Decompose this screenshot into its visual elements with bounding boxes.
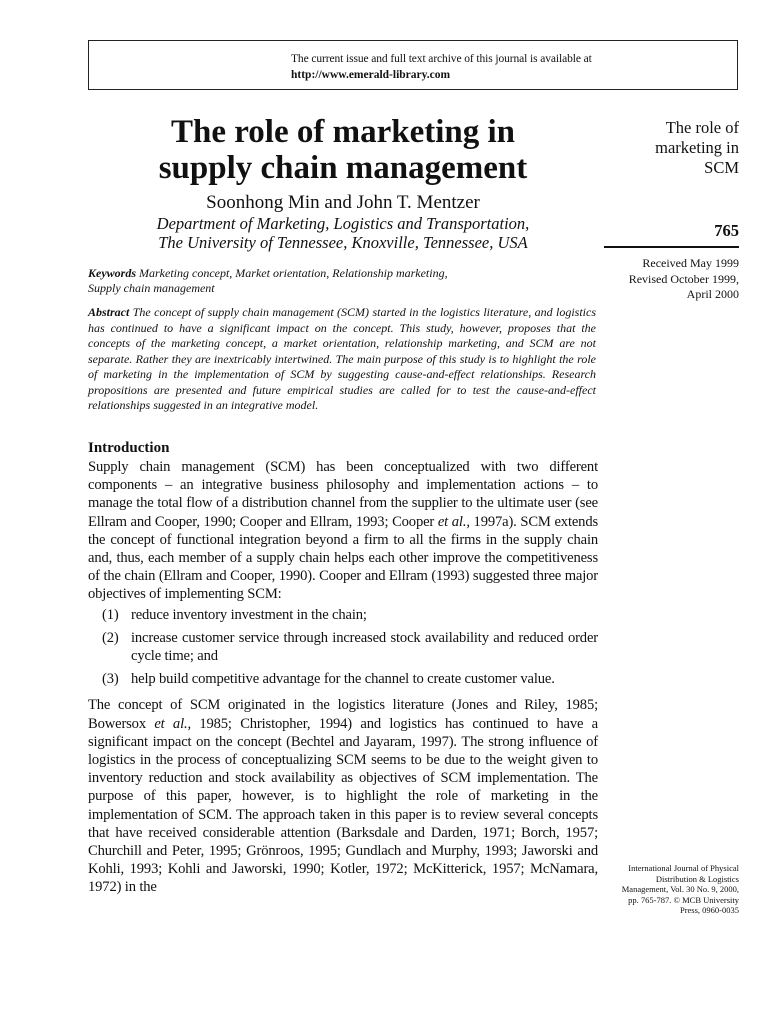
abstract — [88, 305, 596, 414]
paragraph-1 — [88, 458, 598, 604]
citation-line: Distribution & Logistics — [655, 873, 739, 884]
citation-line: Press, 0960-0035 — [679, 905, 739, 915]
running-title — [604, 118, 739, 178]
body-text — [88, 458, 598, 897]
running-title-line: marketing in — [655, 138, 739, 157]
running-title-line: SCM — [704, 158, 739, 177]
section-heading-introduction: Introduction — [88, 440, 170, 456]
paragraph-2-part-a: The concept of SCM originated in the logistics literature (Jones and Riley, 1985; Bowersox — [88, 697, 598, 732]
list-item — [88, 606, 598, 624]
received-line: April 2000 — [686, 287, 739, 301]
journal-notice-box — [88, 40, 738, 90]
keywords-line-1: Marketing concept, Market orientation, Relationship marketing, — [139, 266, 448, 280]
abstract-label: Abstract — [88, 305, 130, 319]
paper-title-line-1: The role of marketing in — [170, 114, 516, 150]
citation-line: International Journal of Physical — [628, 863, 739, 873]
keywords — [88, 266, 558, 296]
paper-title-line-2: supply chain management — [158, 150, 528, 186]
et-al: et al., — [437, 513, 470, 530]
received-dates — [604, 256, 739, 303]
notice-text: The current issue and full text archive of this journal is available at — [291, 53, 592, 65]
affiliation-line-1: Department of Marketing, Logistics and Transportation, — [156, 214, 530, 233]
paragraph-2 — [88, 696, 598, 896]
sidebar-divider — [604, 246, 739, 248]
page-number: 765 — [714, 221, 739, 240]
received-line: Received May 1999 — [642, 256, 739, 270]
list-item-text: reduce inventory investment in the chain; — [131, 606, 367, 623]
journal-url-link[interactable]: http://www.emerald-library.com — [291, 69, 451, 81]
abstract-text: The concept of supply chain management (SCM) started in the logistics literature, and logistics has continued to have a significant impact on the concept. This study, however, proposes that the concepts of the marketing concept, a market orientation, relationship marketing, and SCM are not separate. Rather they are inextricably intertwined. The main purpose of this study is to highlight the role of marketing in the implementation of SCM by suggesting cause-and-effect relationships. Research propositions are presented and future empirical studies are called for to test the cause-and-effect relationships suggested in an integrative model. — [88, 305, 597, 412]
running-title-line: The role of — [665, 118, 739, 137]
list-item-number: (2) — [102, 629, 119, 646]
journal-citation — [604, 863, 739, 916]
keywords-label: Keywords — [88, 266, 136, 280]
list-item — [88, 629, 598, 665]
paragraph-2-part-b: 1985; Christopher, 1994) and logistics has continued to have a significant impact on the concept (Bechtel and Jayaram, 1997). The strong influence of logistics in the process of conceptualizing SCM seems to be due to the weight given to inventory reduction and stock availability as objectives of SCM implementation. The purpose of this paper, however, is to highlight the role of marketing in the implementation of SCM. The approach taken in this paper is to review several concepts that have received considerable attention (Barksdale and Darden, 1971; Borch, 1957; Churchill and Peter, 1995; Grönroos, 1995; Gundlach and Murphy, 1993; Jaworski and Kohli, 1993; Kohli and Jaworski, 1990; Kotler, 1972; McKitterick, 1957; McNamara, 1972) in the — [88, 715, 598, 896]
list-item-text: increase customer service through increased stock availability and reduced order cycle time; and — [131, 629, 598, 665]
authors: Soonhong Min and John T. Mentzer — [206, 192, 480, 213]
list-item-text: help build competitive advantage for the channel to create customer value. — [131, 671, 555, 688]
paragraph-1-part-a: Supply chain management (SCM) has been conceptualized with two different components – an integrative business philosophy and implementation actions – to manage the total flow of a distribution channel from the supplier to the ultimate user (see Ellram and Cooper, 1990; Cooper and Ellram, 1993; Cooper — [88, 459, 598, 530]
et-al: et al., — [154, 715, 191, 732]
received-line: Revised October 1999, — [628, 271, 739, 286]
keywords-line-2: Supply chain management — [88, 281, 215, 295]
affiliation-line-2: The University of Tennessee, Knoxville, Tennessee, USA — [158, 233, 528, 252]
list-item-number: (3) — [102, 671, 119, 688]
citation-line: Management, Vol. 30 No. 9, 2000, — [621, 884, 739, 894]
affiliation — [88, 214, 598, 252]
paragraph-1-part-b: 1997a). SCM extends the concept of functional integration beyond a firm to all the firms in the supply chain and, thus, each member of a supply chain helps each other improve the competitiveness of the chain (Ellram and Cooper, 1990). Cooper and Ellram (1993) suggested three major objectives of implementing SCM: — [88, 513, 599, 603]
paper-title — [88, 114, 598, 186]
citation-line: pp. 765-787. © MCB University — [628, 894, 739, 905]
list-item-number: (1) — [102, 606, 119, 623]
list-item — [88, 670, 598, 688]
objectives-list — [88, 606, 598, 689]
